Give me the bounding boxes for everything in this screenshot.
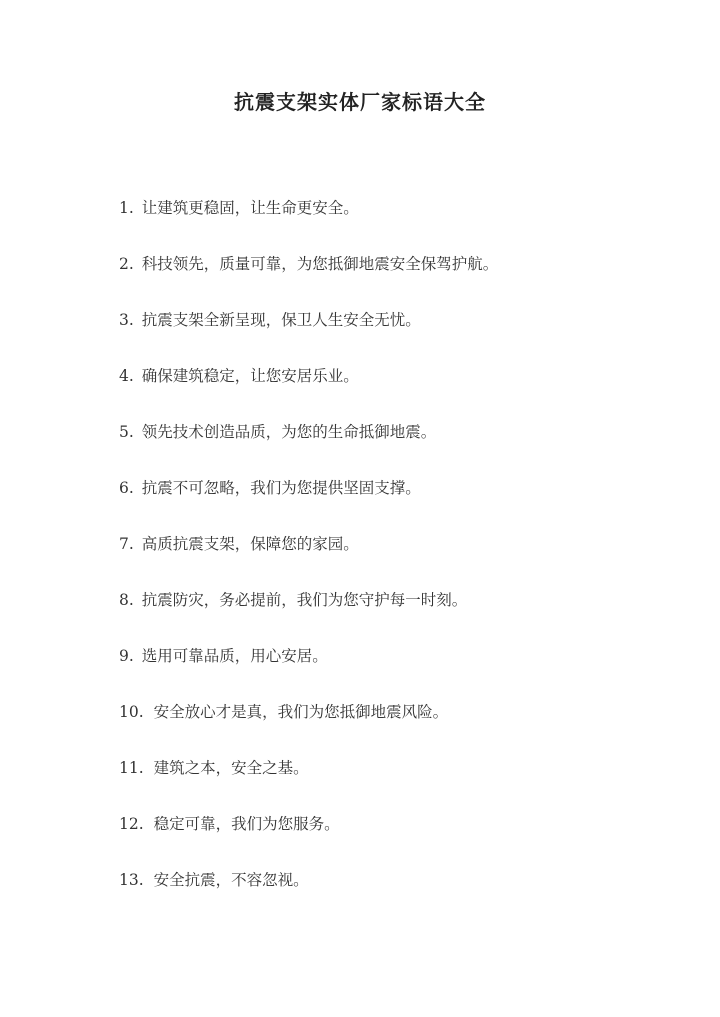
item-text: 确保建筑稳定，让您安居乐业。 (141, 367, 359, 385)
list-item (119, 364, 679, 420)
item-text: 让建筑更稳固，让生命更安全。 (141, 199, 359, 217)
item-number: 9. (119, 647, 134, 665)
item-text: 抗震不可忽略，我们为您提供坚固支撑。 (141, 479, 421, 497)
item-number: 8. (119, 591, 134, 609)
item-number: 1. (119, 199, 134, 217)
item-text: 领先技术创造品质，为您的生命抵御地震。 (141, 423, 437, 441)
item-number: 11. (119, 759, 144, 777)
item-text: 安全抗震，不容忽视。 (153, 871, 309, 889)
item-text: 抗震防灾，务必提前，我们为您守护每一时刻。 (141, 591, 468, 609)
item-number: 7. (119, 535, 134, 553)
list-item (119, 252, 679, 308)
item-text: 科技领先，质量可靠，为您抵御地震安全保驾护航。 (141, 255, 499, 273)
document-title: 抗震支架实体厂家标语大全 (234, 90, 486, 114)
item-number: 10. (119, 703, 144, 721)
item-text: 建筑之本，安全之基。 (153, 759, 309, 777)
list-item (119, 588, 679, 644)
list-item (119, 644, 679, 700)
list-item (119, 700, 679, 756)
slogan-list (119, 196, 679, 924)
item-text: 抗震支架全新呈现，保卫人生安全无忧。 (141, 311, 421, 329)
list-item (119, 196, 679, 252)
item-text: 高质抗震支架，保障您的家园。 (141, 535, 359, 553)
list-item (119, 420, 679, 476)
item-number: 6. (119, 479, 134, 497)
list-item (119, 868, 679, 924)
item-text: 选用可靠品质，用心安居。 (141, 647, 328, 665)
item-text: 稳定可靠，我们为您服务。 (153, 815, 340, 833)
list-item (119, 476, 679, 532)
list-item (119, 532, 679, 588)
item-text: 安全放心才是真，我们为您抵御地震风险。 (153, 703, 449, 721)
list-item (119, 308, 679, 364)
item-number: 12. (119, 815, 144, 833)
item-number: 3. (119, 311, 134, 329)
item-number: 13. (119, 871, 144, 889)
item-number: 5. (119, 423, 134, 441)
list-item (119, 812, 679, 868)
list-item (119, 756, 679, 812)
item-number: 4. (119, 367, 134, 385)
item-number: 2. (119, 255, 134, 273)
